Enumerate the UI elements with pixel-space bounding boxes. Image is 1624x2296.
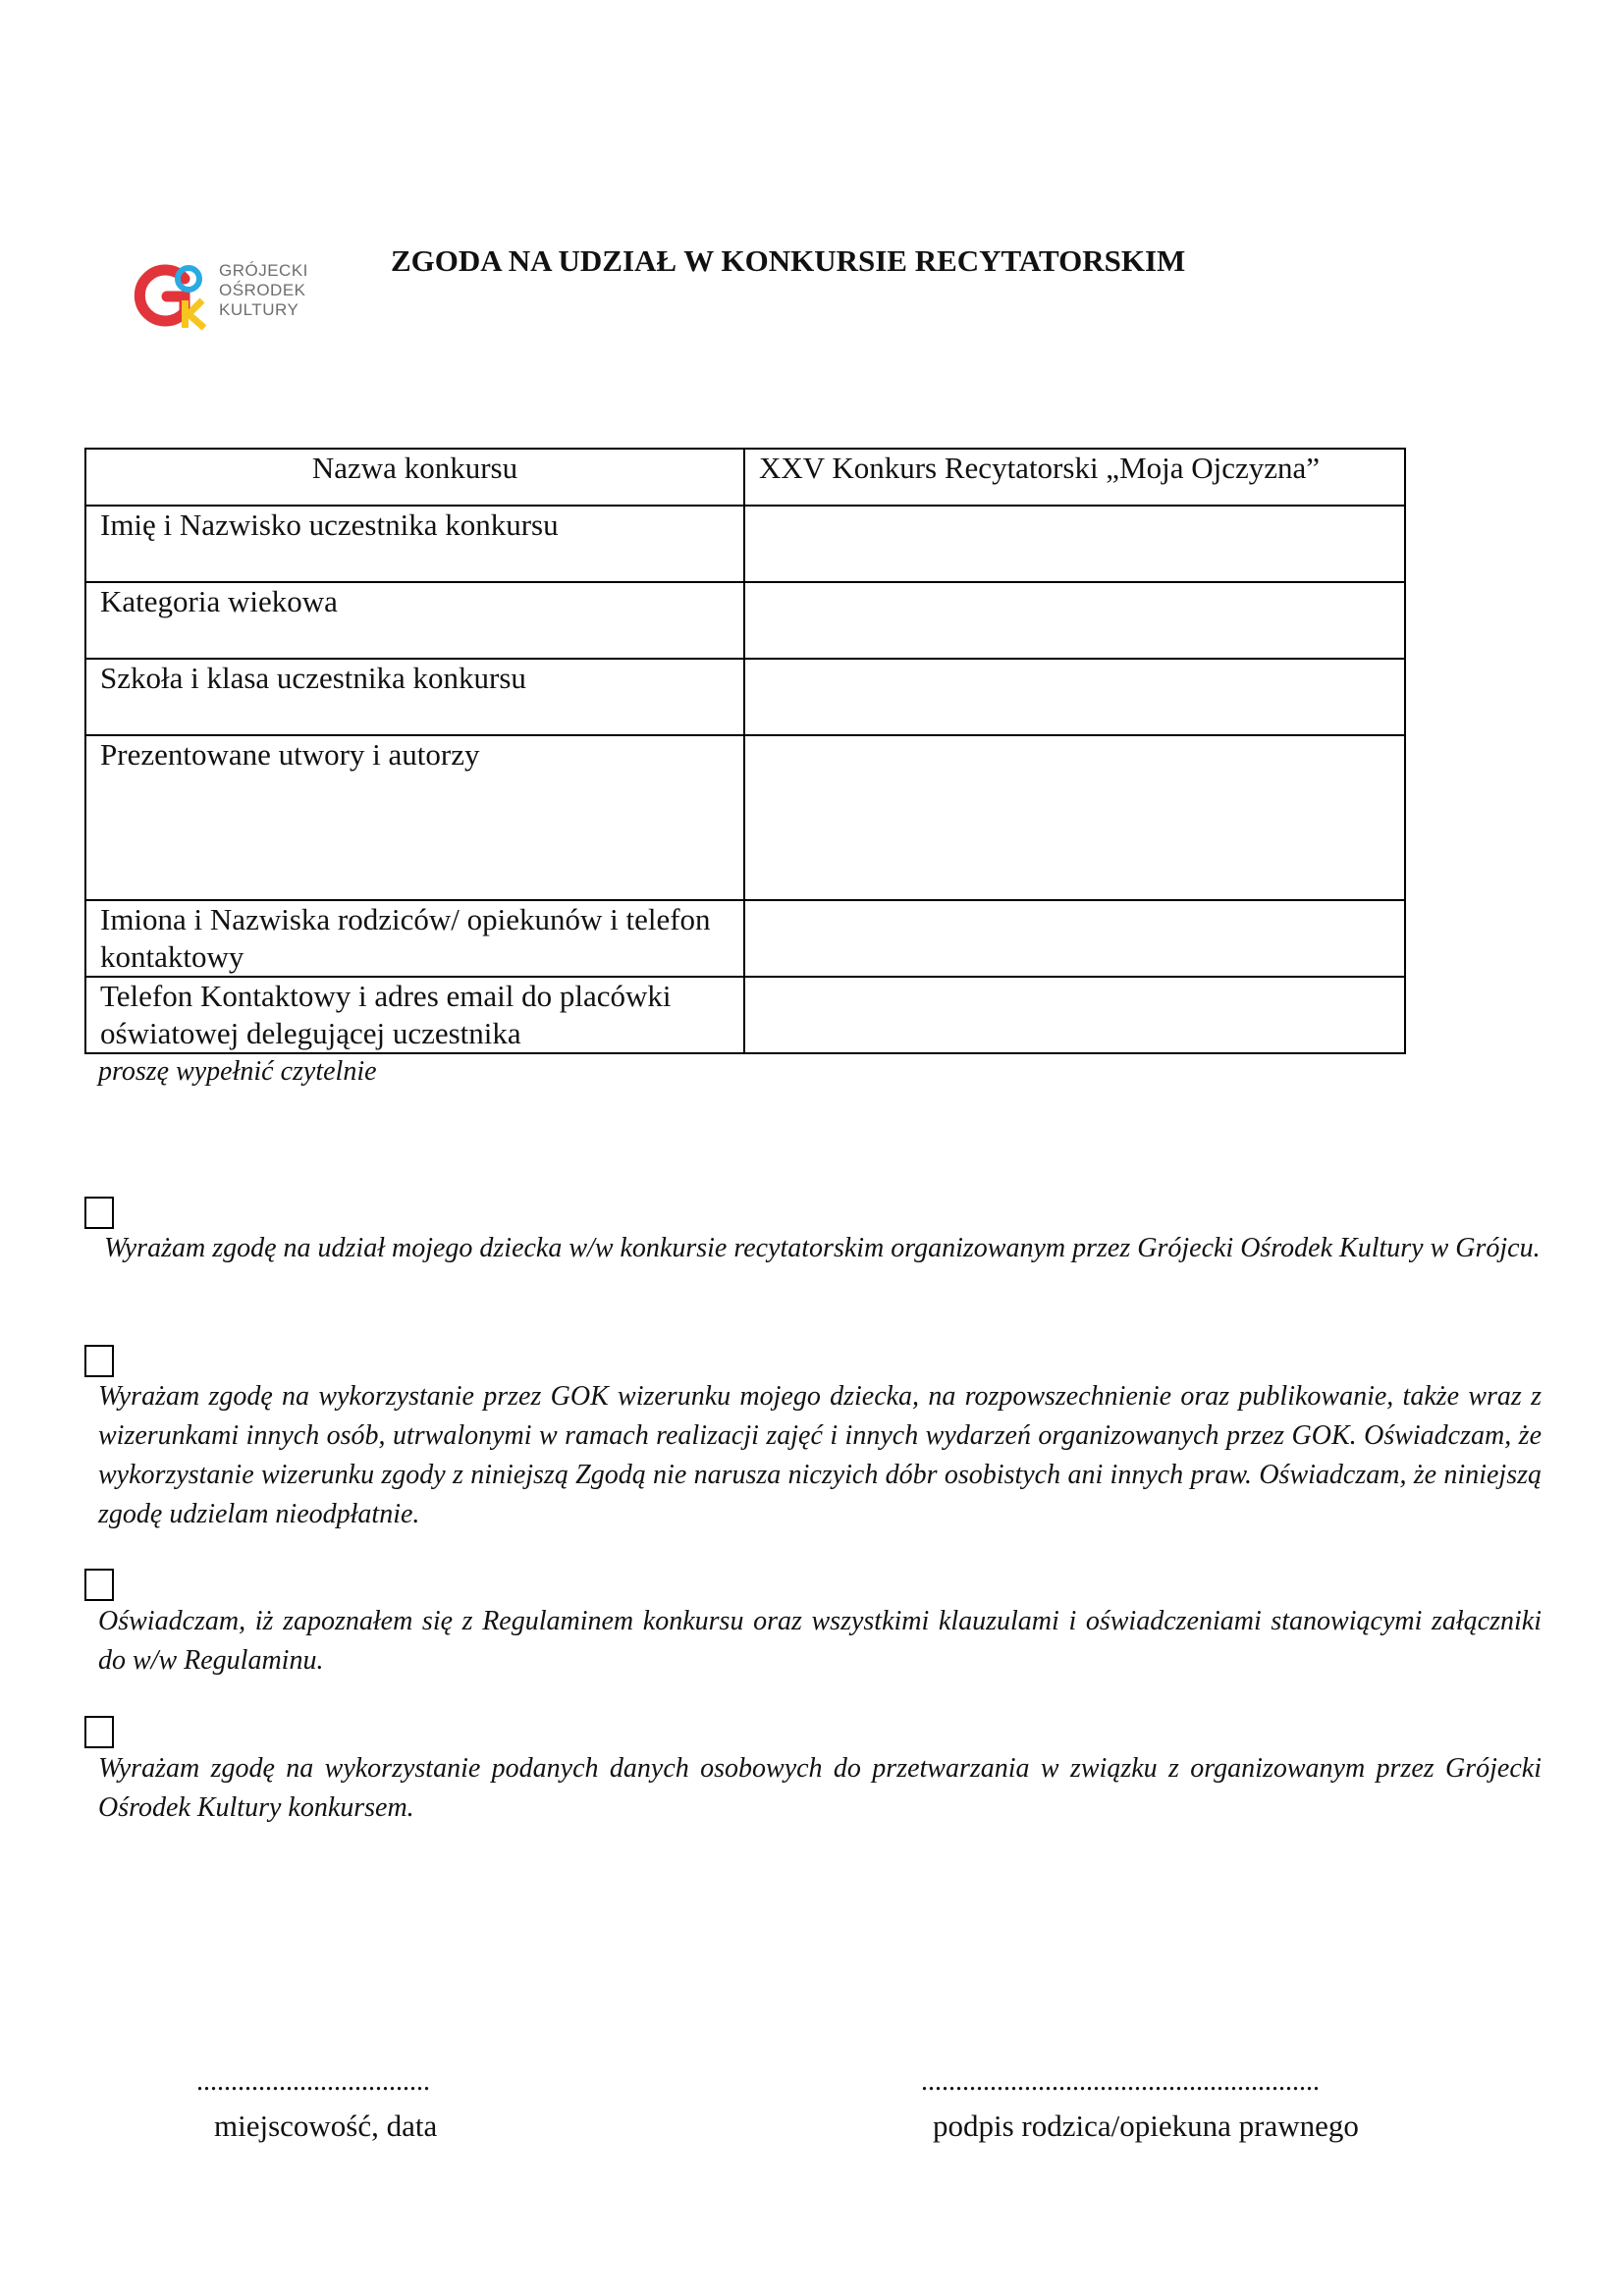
age-category-field[interactable] [744,582,1405,659]
table-row [85,977,1405,1053]
participant-name-label: Imię i Nazwisko uczestnika konkursu [85,506,744,582]
consent-regulations-checkbox[interactable] [84,1569,114,1601]
table-row [85,900,1405,977]
competition-value: XXV Konkurs Recytatorski „Moja Ojczyzna” [744,449,1405,506]
consent-image-text: Wyrażam zgodę na wykorzystanie przez GOK wizerunku mojego dziecka, na rozpowszechnienie oraz publikowanie, także wraz z wizerunkami innych osób, utrwalonymi w ramach realizacji zajęć i innych wydarzeń organizowanych przez GOK. Oświadczam, że wykorzystanie wizerunku zgody z niniejszą Zgodą nie narusza niczyich dóbr osobistych ani innych praw. Oświadczam, że niniejszą zgodę udzielam nieodpłatnie. [98,1381,1542,1529]
parents-label: Imiona i Nazwiska rodziców/ opiekunów i telefon kontaktowy [85,900,744,977]
table-row [85,449,1405,506]
place-date-label: miejscowość, data [214,2109,438,2143]
competition-label: Nazwa konkursu [85,449,744,506]
signature-label: podpis rodzica/opiekuna prawnego [933,2109,1359,2143]
table-row [85,582,1405,659]
logo-line: GRÓJECKI [219,261,308,280]
parents-field[interactable] [744,900,1405,977]
entry-form-table [84,448,1406,1054]
page-title: ZGODA NA UDZIAŁ W KONKURSIE RECYTATORSKIM [391,243,1186,278]
works-authors-label: Prezentowane utwory i autorzy [85,735,744,900]
consent-participation-text: Wyrażam zgodę na udział mojego dziecka w/w konkursie recytatorskim organizowanym przez Grójecki Ośrodek Kultury w Grójcu. [104,1233,1541,1263]
age-category-label: Kategoria wiekowa [85,582,744,659]
consent-participation-checkbox[interactable] [84,1197,114,1229]
school-contact-label: Telefon Kontaktowy i adres email do placówki oświatowej delegującej uczestnika [85,977,744,1053]
school-contact-field[interactable] [744,977,1405,1053]
participant-name-field[interactable] [744,506,1405,582]
consent-regulations-text: Oświadczam, iż zapoznałem się z Regulaminem konkursu oraz wszystkimi klauzulami i oświadczeniami stanowiącymi załączniki do w/w Regulaminu. [98,1606,1542,1676]
logo-line: KULTURY [219,300,299,319]
signature-line: .......................................................... [921,2066,1320,2097]
consent-image-checkbox[interactable] [84,1345,114,1377]
consent-personal-data-text: Wyrażam zgodę na wykorzystanie podanych danych osobowych do przetwarzania w związku z organizowanym przez Grójecki Ośrodek Kultury konkursem. [98,1753,1542,1823]
fill-legibly-note: proszę wypełnić czytelnie [98,1056,377,1087]
table-row [85,659,1405,735]
logo-line: OŚRODEK [219,281,306,299]
logo-text [219,261,308,320]
school-class-field[interactable] [744,659,1405,735]
works-authors-field[interactable] [744,735,1405,900]
consent-personal-data-checkbox[interactable] [84,1716,114,1748]
table-row [85,506,1405,582]
table-row [85,735,1405,900]
gok-logo [128,257,334,332]
gok-logo-mark [128,257,216,332]
school-class-label: Szkoła i klasa uczestnika konkursu [85,659,744,735]
place-date-line: .................................. [196,2066,430,2097]
